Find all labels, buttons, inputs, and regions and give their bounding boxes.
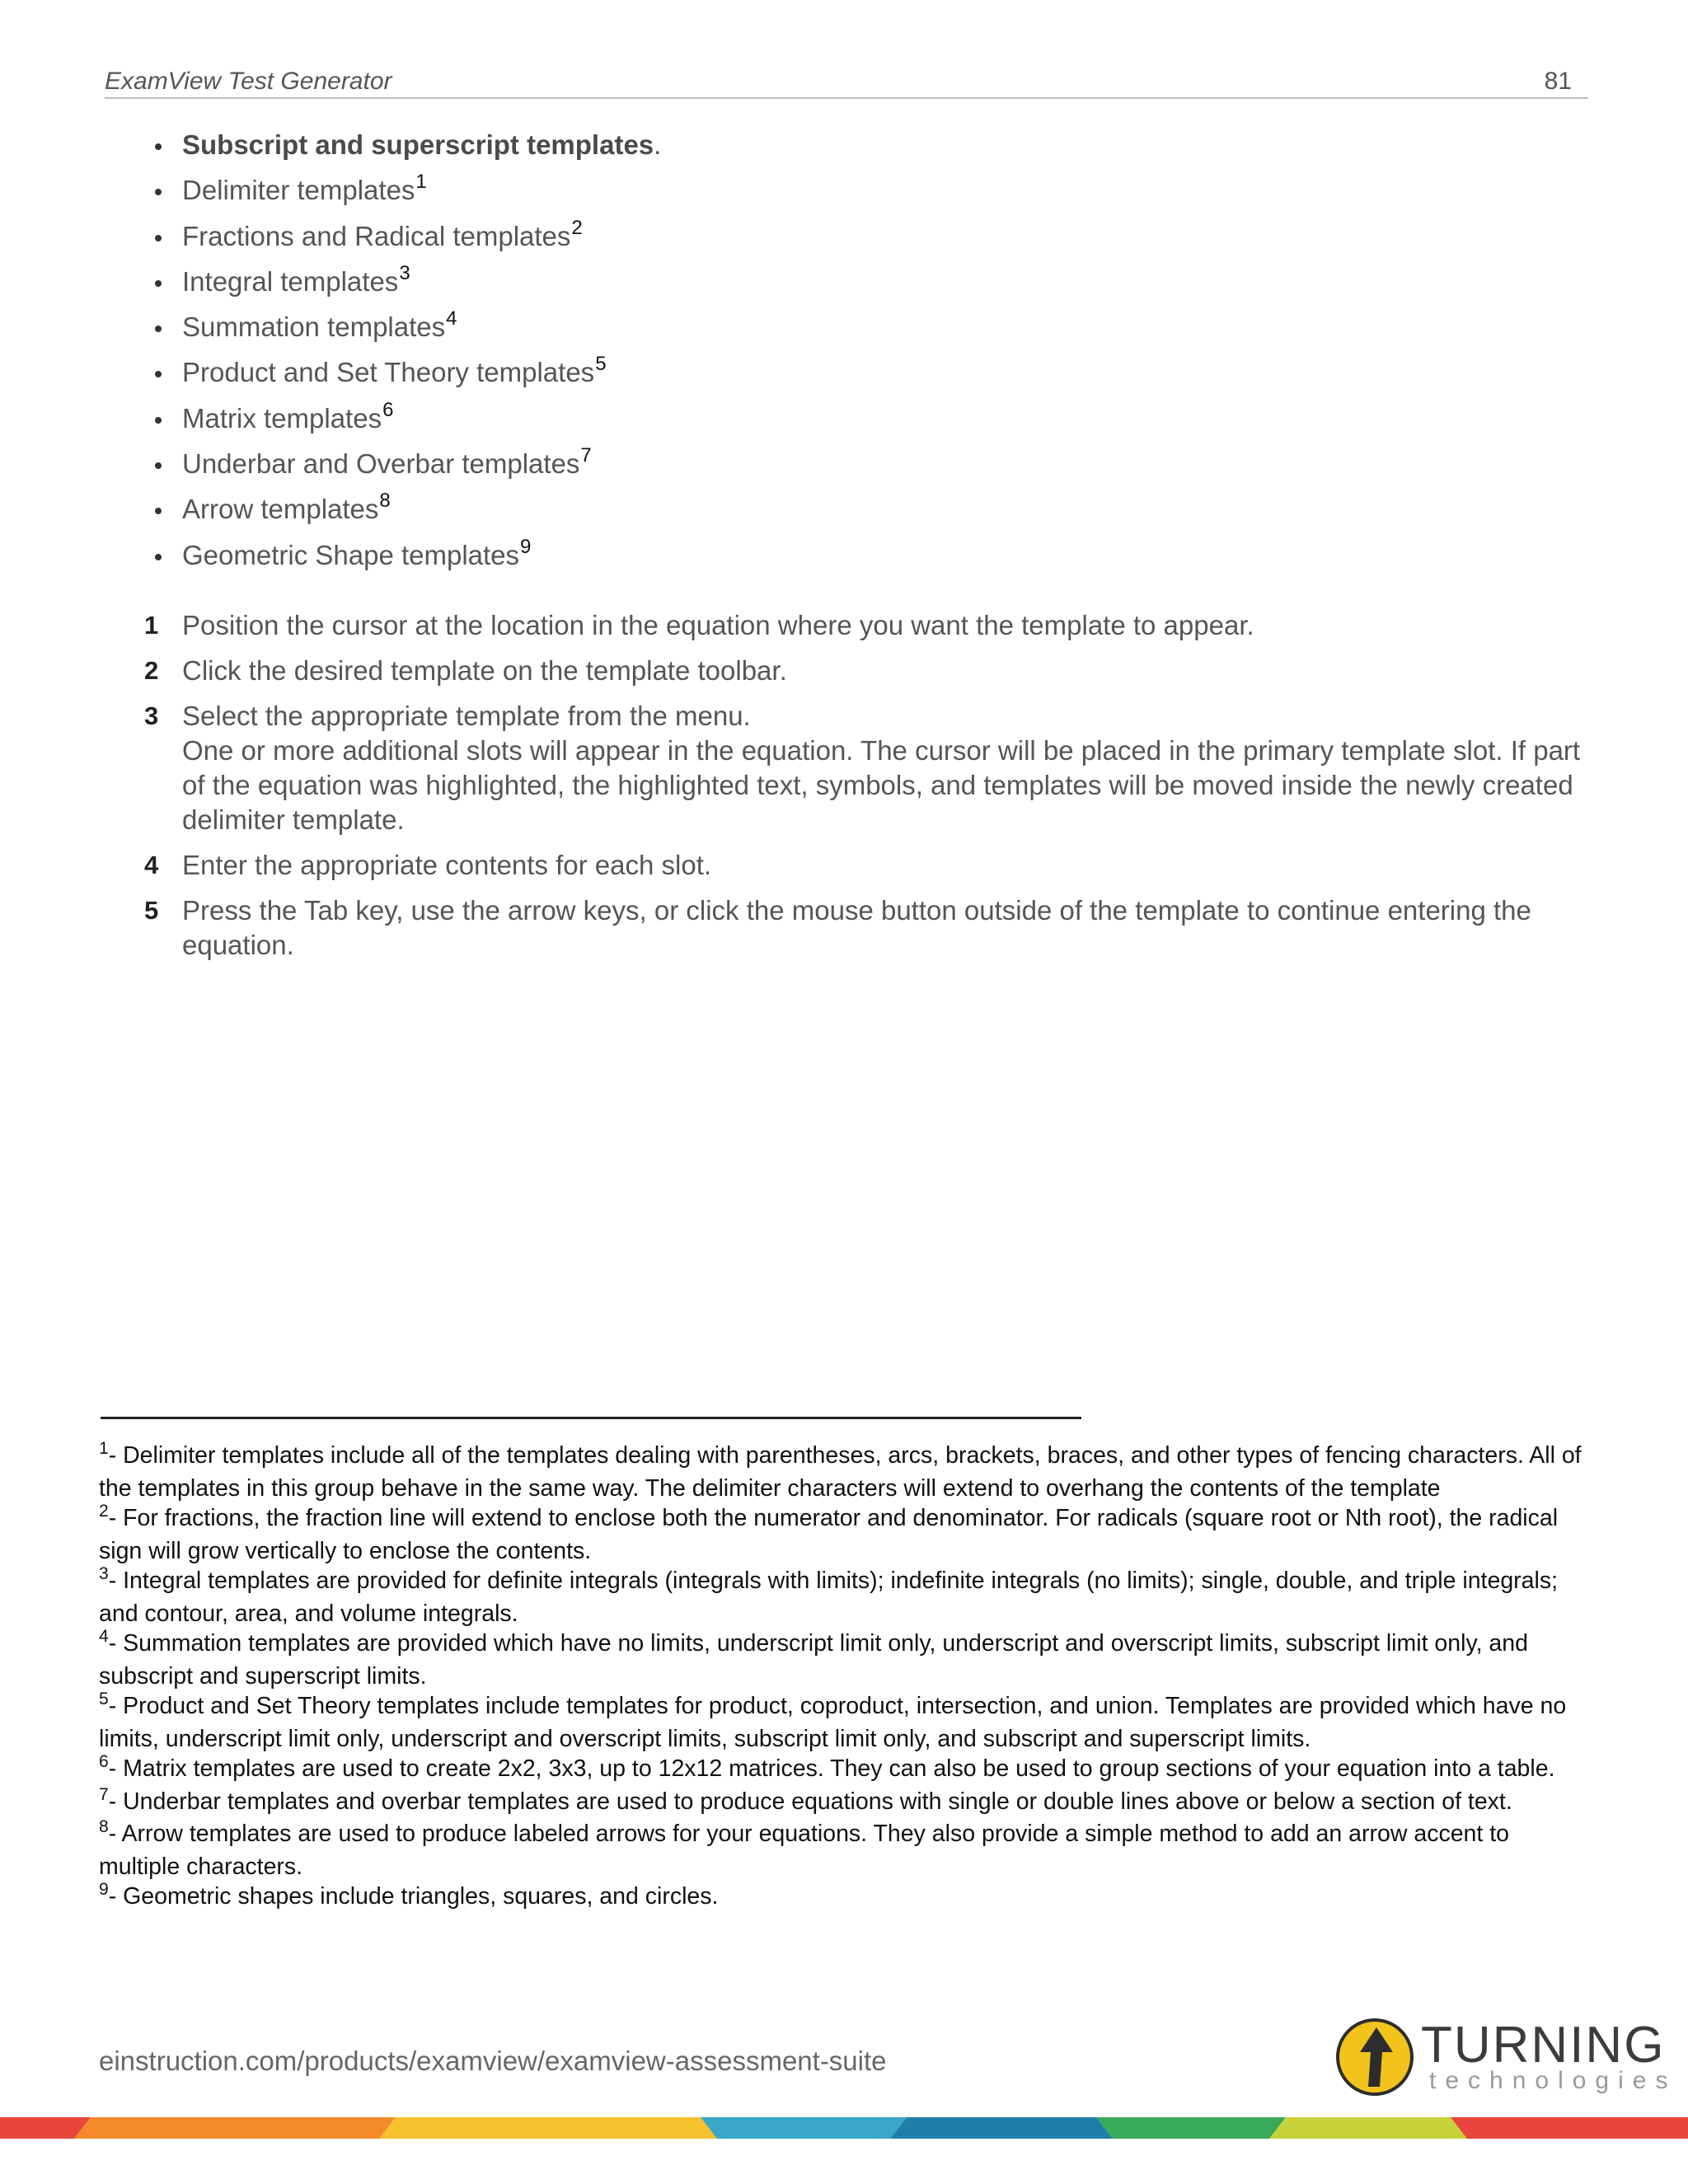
logo-wordmark: TURNING bbox=[1421, 2017, 1666, 2074]
color-bar-segment bbox=[701, 2117, 907, 2139]
color-bar-segment bbox=[1269, 2117, 1467, 2139]
footnote-ref[interactable]: 8 bbox=[379, 490, 391, 513]
step-number: 3 bbox=[144, 701, 159, 730]
footnote-ref[interactable]: 2 bbox=[571, 216, 583, 239]
step-text: Press the Tab key, use the arrow keys, or click the mouse button outside of the template to continue entering the equation. bbox=[182, 895, 1531, 960]
color-bar-segment bbox=[1096, 2117, 1286, 2139]
list-item-label: Arrow templates bbox=[182, 494, 379, 525]
footer-url[interactable]: einstruction.com/products/examview/examview-assessment-suite bbox=[99, 2046, 887, 2076]
step-number: 4 bbox=[144, 851, 159, 879]
turning-technologies-logo bbox=[1335, 2016, 1677, 2098]
step-item bbox=[144, 848, 1595, 883]
footnote bbox=[99, 1754, 1591, 1787]
footnote-number: 3 bbox=[99, 1564, 109, 1583]
footnote-divider bbox=[101, 1417, 1081, 1419]
procedure-steps bbox=[144, 608, 1595, 963]
step-text: Select the appropriate template from the menu. bbox=[182, 701, 751, 731]
footnote-number: 9 bbox=[99, 1880, 109, 1899]
footnote-text: - Summation templates are provided which have no limits, underscript limit only, underscript and overscript limits, subscript limit only, and subscript and superscript limits. bbox=[99, 1630, 1528, 1690]
footnote-ref[interactable]: 6 bbox=[382, 398, 394, 421]
color-bar-segment bbox=[890, 2117, 1113, 2139]
document-title: ExamView Test Generator bbox=[105, 68, 392, 95]
list-item-label: Matrix templates bbox=[182, 402, 382, 434]
footnote bbox=[99, 1629, 1591, 1691]
logo-subtitle: technologies bbox=[1429, 2067, 1677, 2094]
footnote-number: 7 bbox=[99, 1784, 109, 1804]
footnote-ref[interactable]: 3 bbox=[399, 261, 410, 284]
list-item-label: Integral templates bbox=[182, 265, 399, 297]
list-item bbox=[148, 490, 661, 535]
bullet-icon bbox=[155, 189, 162, 195]
footnote-number: 1 bbox=[99, 1439, 109, 1458]
footnote-ref[interactable]: 9 bbox=[520, 535, 532, 558]
bullet-icon bbox=[155, 371, 162, 377]
list-item bbox=[148, 536, 661, 581]
list-item bbox=[148, 353, 661, 398]
list-item bbox=[148, 217, 661, 262]
footnote-text: - Matrix templates are used to create 2x2, 3x3, up to 12x12 matrices. They can also be used to group sections of your equation into a table. bbox=[108, 1755, 1555, 1782]
list-item bbox=[148, 399, 661, 444]
footnote-number: 4 bbox=[99, 1627, 109, 1646]
footnote bbox=[99, 1784, 1591, 1820]
footnote-number: 5 bbox=[99, 1690, 109, 1708]
list-item bbox=[148, 444, 661, 490]
step-item bbox=[144, 608, 1595, 643]
list-item bbox=[148, 171, 661, 216]
footnote-text: - For fractions, the fraction line will extend to enclose both the numerator and denominator. For radicals (square root or Nth root), the radical sign will grow vertically to enclose the contents. bbox=[99, 1505, 1559, 1564]
footnote-number: 8 bbox=[99, 1817, 109, 1836]
step-note: One or more additional slots will appear in the equation. The cursor will be placed in the primary template slot. If part of the equation was highlighted, the highlighted text, symbols, and templates will be moved inside the newly created delimiter template. bbox=[182, 735, 1581, 835]
color-bar-segment bbox=[74, 2117, 396, 2139]
step-item bbox=[144, 893, 1595, 963]
step-number: 5 bbox=[144, 896, 159, 925]
step-text: Enter the appropriate contents for each slot. bbox=[182, 850, 712, 880]
list-item-suffix: . bbox=[654, 129, 662, 160]
footnote-ref[interactable]: 5 bbox=[595, 353, 607, 376]
footnote bbox=[99, 1441, 1591, 1503]
bullet-icon bbox=[155, 326, 162, 332]
list-item bbox=[148, 125, 661, 171]
list-item-label: Underbar and Overbar templates bbox=[182, 448, 580, 480]
bullet-icon bbox=[155, 417, 162, 424]
step-text: Position the cursor at the location in the equation where you want the template to appear. bbox=[182, 610, 1254, 640]
footnote bbox=[99, 1882, 1591, 1915]
footnote-number: 2 bbox=[99, 1502, 109, 1521]
bullet-icon bbox=[155, 143, 162, 150]
footnote-number: 6 bbox=[99, 1752, 109, 1771]
step-text: Click the desired template on the template toolbar. bbox=[182, 655, 787, 686]
page-header bbox=[105, 66, 1588, 99]
footnote-ref[interactable]: 7 bbox=[580, 444, 592, 467]
footer-color-bar bbox=[0, 2117, 1688, 2139]
list-item-label: Summation templates bbox=[182, 312, 446, 343]
footnote bbox=[99, 1819, 1591, 1882]
bullet-icon bbox=[155, 554, 162, 560]
footnote bbox=[99, 1503, 1591, 1566]
list-item bbox=[148, 262, 661, 307]
bullet-icon bbox=[155, 462, 162, 469]
footnote-ref[interactable]: 4 bbox=[446, 307, 457, 330]
step-number: 2 bbox=[144, 656, 159, 685]
page-number: 81 bbox=[1544, 68, 1572, 95]
color-bar-segment bbox=[1451, 2117, 1688, 2139]
footnote bbox=[99, 1566, 1591, 1629]
footnote bbox=[99, 1691, 1591, 1754]
footnote-text: - Integral templates are provided for definite integrals (integrals with limits); indefinite integrals (no limits); single, double, and triple integrals; and contour, area, and volume integrals. bbox=[99, 1568, 1559, 1627]
bullet-icon bbox=[155, 235, 162, 241]
template-type-list bbox=[148, 125, 661, 581]
list-item-label: Product and Set Theory templates bbox=[182, 357, 595, 388]
step-number: 1 bbox=[144, 611, 159, 640]
footnote-text: - Arrow templates are used to produce labeled arrows for your equations. They also provide a simple method to add an arrow accent to multiple characters. bbox=[99, 1821, 1509, 1880]
step-item bbox=[144, 654, 1595, 688]
list-item-label: Fractions and Radical templates bbox=[182, 220, 571, 251]
footnote-text: - Delimiter templates include all of the templates dealing with parentheses, arcs, brackets, braces, and other types of fencing characters. All of the templates in this group behave in the same way. The delimiter characters will extend to overhang the contents of the template bbox=[99, 1442, 1582, 1502]
footnote-text: - Product and Set Theory templates include templates for product, coproduct, intersection, and union. Templates are provided which have no limits, underscript limit only, underscript and overscript limits, subscript limit only, and subscript and superscript limits. bbox=[99, 1693, 1567, 1752]
bullet-icon bbox=[155, 508, 162, 514]
footnote-text: - Geometric shapes include triangles, squares, and circles. bbox=[108, 1883, 719, 1910]
footnotes bbox=[99, 1441, 1591, 1915]
footnote-text: - Underbar templates and overbar templates are used to produce equations with single or double lines above or below a section of text. bbox=[108, 1788, 1512, 1815]
logo-arrow-icon bbox=[1335, 2016, 1418, 2098]
step-item bbox=[144, 699, 1595, 733]
list-item-label: Delimiter templates bbox=[182, 175, 415, 206]
list-item-label: Geometric Shape templates bbox=[182, 539, 520, 570]
bullet-icon bbox=[155, 280, 162, 287]
list-item bbox=[148, 307, 661, 353]
list-item-label: Subscript and superscript templates bbox=[182, 129, 654, 160]
color-bar-segment bbox=[379, 2117, 717, 2139]
footnote-ref[interactable]: 1 bbox=[415, 171, 427, 194]
